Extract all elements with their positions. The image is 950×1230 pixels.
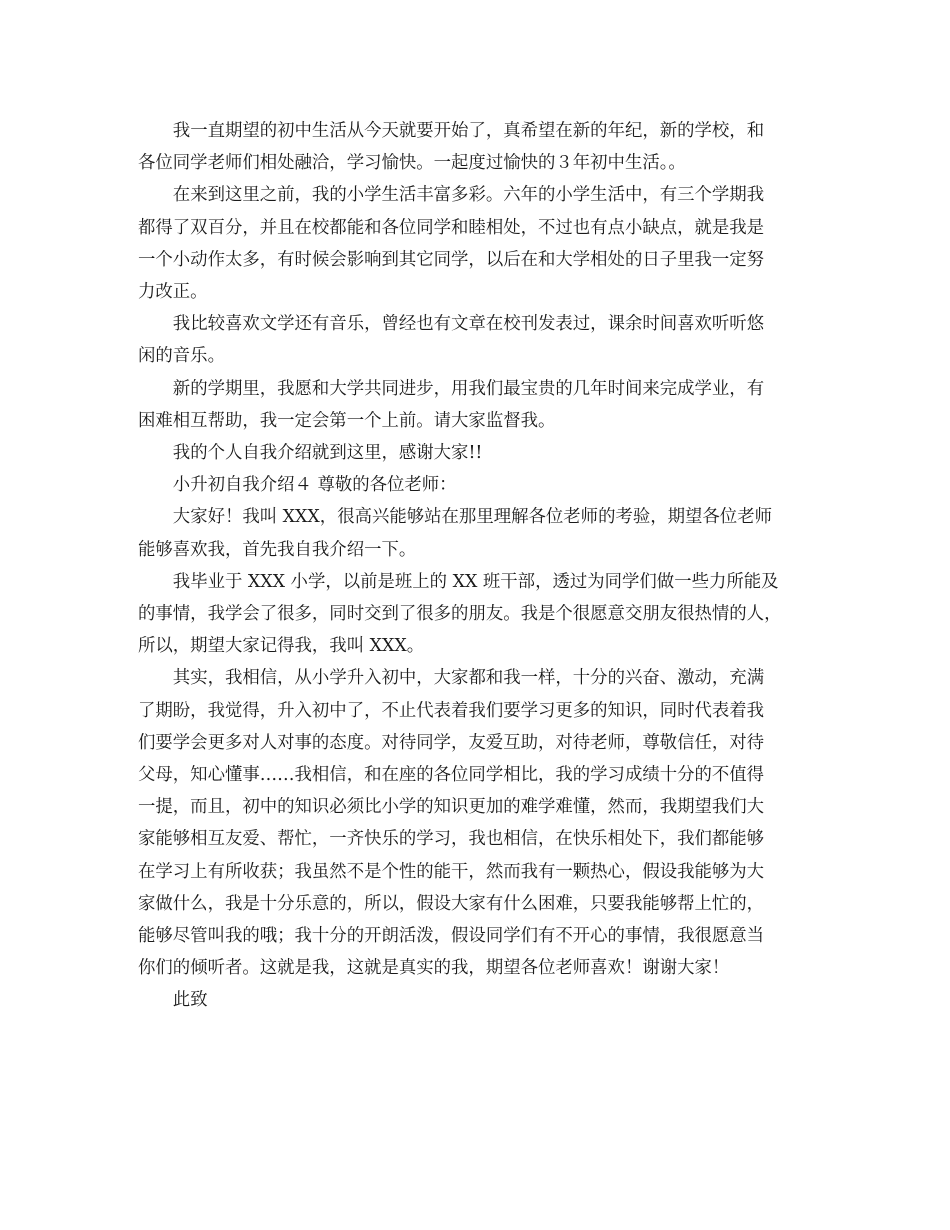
paragraph: [138, 437, 818, 469]
text-line: 父母，知心懂事……我相信，和在座的各位同学相比，我的学习成绩十分的不值得: [138, 765, 765, 786]
text-line: 的事情，我学会了很多，同时交到了很多的朋友。我是个很愿意交朋友很热情的人，: [138, 604, 782, 625]
text-line: 一提，而且，初中的知识必须比小学的知识更加的难学难懂，然而，我期望我们大: [138, 797, 765, 818]
paragraph: [138, 501, 818, 565]
text-line: 所以，期望大家记得我，我叫 XXX。: [138, 636, 425, 657]
paragraph: [138, 115, 818, 179]
text-line: 家做什么，我是十分乐意的，所以，假设大家有什么困难，只要我能够帮上忙的，: [138, 893, 765, 914]
paragraph: [138, 373, 818, 437]
text-line: 我一直期望的初中生活从今天就要开始了，真希望在新的年纪，新的学校，和: [172, 121, 765, 141]
text-line: 各位同学老师们相处融洽，学习愉快。一起度过愉快的３年初中生活。。: [138, 153, 686, 174]
text-line: 大家好！我叫 XXX，很高兴能够站在那里理解各位老师的考验，期望各位老师: [172, 507, 772, 528]
text-line: 我毕业于 XXX 小学，以前是班上的 XX 班干部，透过为同学们做一些力所能及: [172, 571, 779, 592]
text-line: 我的个人自我介绍就到这里，感谢大家!!: [172, 443, 483, 464]
paragraph: [138, 469, 818, 501]
text-line: 困难相互帮助，我一定会第一个上前。请大家监督我。: [138, 410, 556, 431]
document-body: [138, 115, 818, 1017]
text-line: 都得了双百分，并且在校都能和各位同学和睦相处，不过也有点小缺点，就是我是: [138, 217, 765, 238]
paragraph: [138, 984, 818, 1016]
paragraph: [138, 662, 818, 984]
text-line: 在学习上有所收获；我虽然不是个性的能干，然而我有一颗热心，假设我能够为大: [138, 861, 765, 882]
text-line: 你们的倾听者。这就是我，这就是真实的我，期望各位老师喜欢！谢谢大家！: [138, 958, 730, 979]
text-line: 力改正。: [138, 282, 208, 303]
text-line: 其实，我相信，从小学升入初中，大家都和我一样，十分的兴奋、激动，充满: [172, 668, 765, 689]
text-line: 在来到这里之前，我的小学生活丰富多彩。六年的小学生活中，有三个学期我: [172, 185, 765, 206]
text-line: 新的学期里，我愿和大学共同进步，用我们最宝贵的几年时间来完成学业，有: [172, 378, 765, 399]
text-line: 们要学会更多对人对事的态度。对待同学，友爱互助，对待老师，尊敬信任，对待: [138, 732, 765, 753]
text-line: 家能够相互友爱、帮忙，一齐快乐的学习，我也相信，在快乐相处下，我们都能够: [138, 829, 765, 850]
text-line: 能够喜欢我，首先我自我介绍一下。: [138, 539, 417, 560]
text-line: 能够尽管叫我的哦；我十分的开朗活泼，假设同学们有不开心的事情，我很愿意当: [138, 926, 765, 947]
text-line: 小升初自我介绍４ 尊敬的各位老师：: [172, 475, 457, 496]
text-line: 了期盼，我觉得，升入初中了，不止代表着我们要学习更多的知识，同时代表着我: [138, 700, 765, 721]
text-line: 闲的音乐。: [138, 346, 225, 367]
paragraph: [138, 179, 818, 308]
paragraph: [138, 308, 818, 372]
text-line: 此致: [172, 990, 208, 1011]
text-line: 我比较喜欢文学还有音乐，曾经也有文章在校刊发表过，课余时间喜欢听听悠: [172, 314, 765, 335]
text-line: 一个小动作太多，有时候会影响到其它同学，以后在和大学相处的日子里我一定努: [138, 249, 765, 270]
paragraph: [138, 566, 818, 663]
